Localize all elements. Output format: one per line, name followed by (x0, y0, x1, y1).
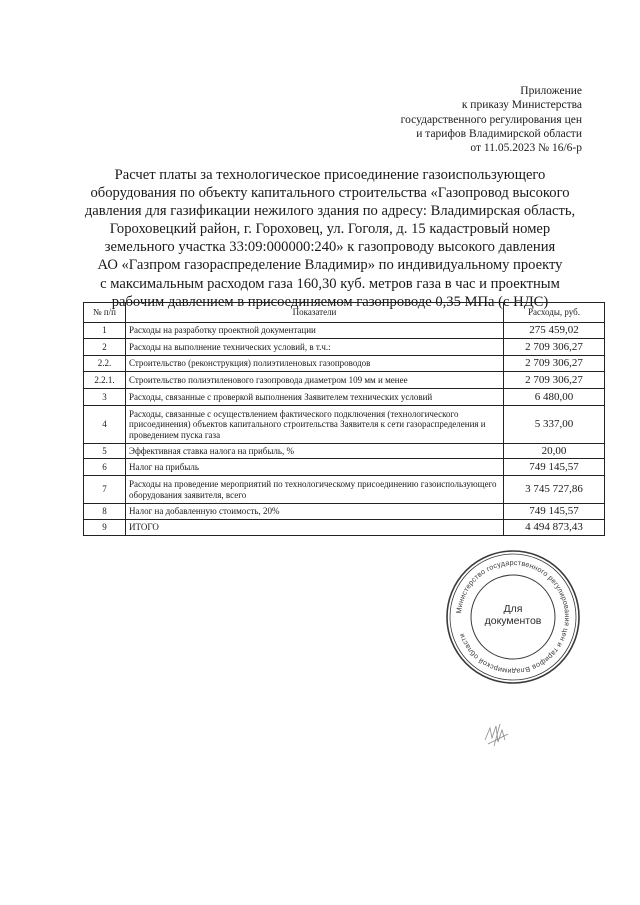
table-row (84, 476, 605, 504)
stamp-center-line: документов (484, 615, 542, 627)
title-line: земельного участка 33:09:000000:240» к газопроводу высокого давления (104, 239, 556, 256)
row-description: Расходы, связанные с проверкой выполнения Заявителем технических условий (126, 389, 504, 406)
table-row (84, 444, 605, 459)
header-expenses: Расходы, руб. (504, 303, 605, 323)
table-row (84, 459, 605, 476)
title-line: оборудования по объекту капитального строительства «Газопровод высокого (90, 185, 570, 202)
row-description: Эффективная ставка налога на прибыль, % (126, 444, 504, 459)
row-number: 4 (84, 406, 126, 444)
table-row (84, 339, 605, 356)
title-line: Расчет платы за технологическое присоединение газоиспользующего (114, 167, 546, 183)
table-row (84, 356, 605, 372)
table-row (84, 389, 605, 406)
row-number: 8 (84, 504, 126, 520)
stamp-center-text (443, 603, 583, 627)
row-number: 3 (84, 389, 126, 406)
row-number: 9 (84, 520, 126, 536)
appendix-line: государственного регулирования цен (400, 113, 582, 126)
table-header-row (84, 303, 605, 323)
row-value: 20,00 (504, 444, 605, 459)
row-value: 3 745 727,86 (504, 476, 605, 504)
appendix-line: к приказу Министерства (461, 99, 582, 112)
calculation-table (83, 302, 605, 536)
row-number: 2 (84, 339, 126, 356)
table-row (84, 504, 605, 520)
stamp-center-line: Для (503, 603, 523, 615)
appendix-header (342, 84, 582, 155)
row-description: Расходы, связанные с осуществлением фактического подключения (технологического присоединения) объектов капитального строительства Заявителя к сети газораспределения и проведением пуска газа (126, 406, 504, 444)
row-number: 7 (84, 476, 126, 504)
row-value: 4 494 873,43 (504, 520, 605, 536)
row-number: 6 (84, 459, 126, 476)
title-line: давления для газификации нежилого здания по адресу: Владимирская область, (84, 203, 576, 220)
row-description: Строительство полиэтиленового газопровода диаметром 109 мм и менее (126, 372, 504, 389)
row-value: 2 709 306,27 (504, 339, 605, 356)
appendix-date-number: от 11.05.2023 № 16/6-р (470, 142, 582, 155)
row-value: 2 709 306,27 (504, 356, 605, 372)
header-indicators: Показатели (126, 303, 504, 323)
stamp-ring-text: Министерство государственного регулирования цен и тарифов Владимирской области (454, 557, 573, 677)
title-line: АО «Газпром газораспределение Владимир» по индивидуальному проекту (97, 257, 563, 274)
table-row (84, 406, 605, 444)
row-description: Расходы на проведение мероприятий по технологическому присоединению газоиспользующего оборудования заявителя, всего (126, 476, 504, 504)
official-stamp (443, 547, 583, 687)
row-description: Налог на добавленную стоимость, 20% (126, 504, 504, 520)
row-value: 749 145,57 (504, 504, 605, 520)
table-row (84, 372, 605, 389)
appendix-line: Приложение (520, 85, 582, 97)
row-description: Расходы на выполнение технических условий, в т.ч.: (126, 339, 504, 356)
row-number: 2.2. (84, 356, 126, 372)
row-number: 1 (84, 323, 126, 339)
row-number: 2.2.1. (84, 372, 126, 389)
row-value: 749 145,57 (504, 459, 605, 476)
document-title (70, 166, 590, 311)
title-line: Гороховецкий район, г. Гороховец, ул. Гоголя, д. 15 кадастровый номер (109, 221, 551, 238)
row-value: 6 480,00 (504, 389, 605, 406)
appendix-line: и тарифов Владимирской области (416, 127, 582, 140)
title-line: с максимальным расходом газа 160,30 куб. метров газа в час и проектным (100, 275, 560, 292)
row-description: Строительство (реконструкция) полиэтиленовых газопроводов (126, 356, 504, 372)
row-value: 5 337,00 (504, 406, 605, 444)
table-row (84, 323, 605, 339)
header-number: № п/п (84, 303, 126, 323)
title-line: рабочим давлением в присоединяемом газопроводе 0,35 МПа (с НДС) (111, 293, 549, 310)
row-value: 275 459,02 (504, 323, 605, 339)
row-description: Расходы на разработку проектной документации (126, 323, 504, 339)
row-description: Налог на прибыль (126, 459, 504, 476)
signature-mark (482, 722, 512, 748)
table-row-total (84, 520, 605, 536)
row-value: 2 709 306,27 (504, 372, 605, 389)
row-description: ИТОГО (126, 520, 504, 536)
row-number: 5 (84, 444, 126, 459)
